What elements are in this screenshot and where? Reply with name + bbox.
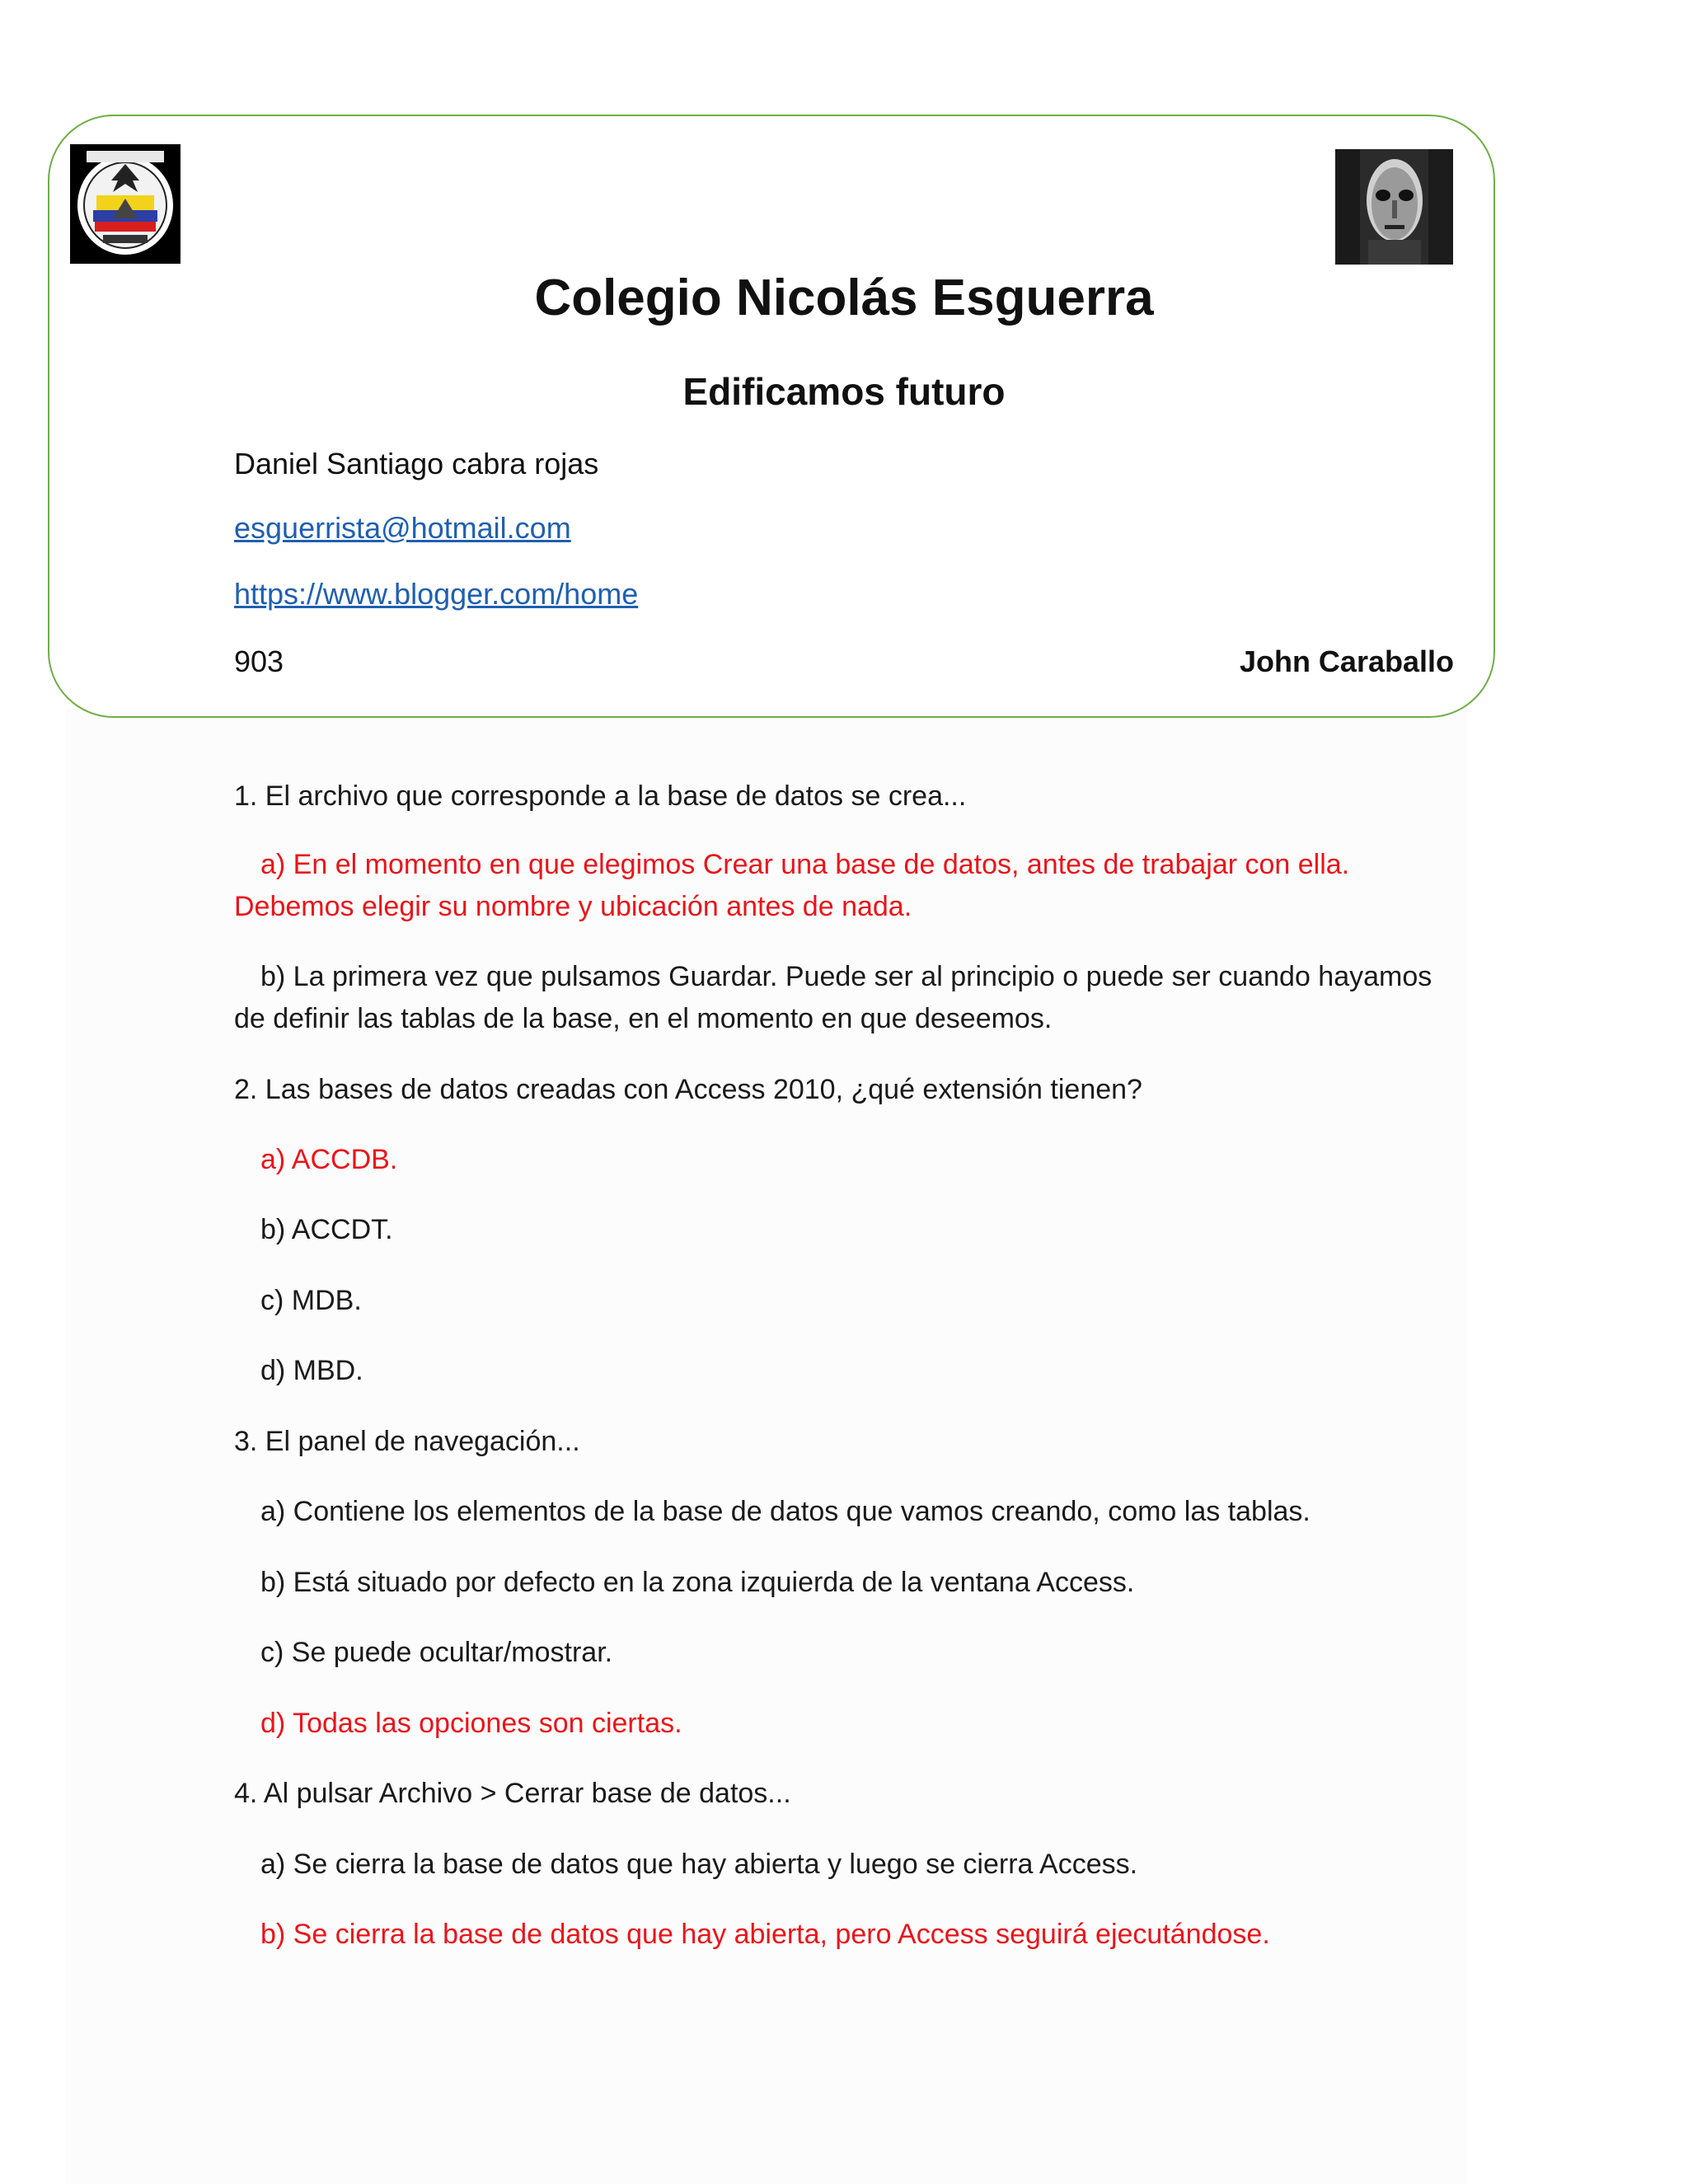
question-3-option-a: a) Contiene los elementos de la base de datos que vamos creando, como las tablas. — [260, 1496, 1311, 1527]
question-2-option-b: b) ACCDT. — [260, 1214, 393, 1245]
teacher-name: John Caraballo — [1239, 644, 1454, 678]
question-3-option-c: c) Se puede ocultar/mostrar. — [260, 1637, 613, 1668]
question-1-option-a: a) En el momento en que elegimos Crear una base de datos, antes de trabajar con ella. Debemos elegir su nombre y ubicación antes de nada. — [234, 849, 1350, 922]
school-shield-logo — [70, 144, 181, 264]
question-3: 3. El panel de navegación... — [234, 1426, 580, 1457]
school-name: Colegio Nicolás Esguerra — [534, 269, 1154, 326]
question-2: 2. Las bases de datos creadas con Access 2010, ¿qué extensión tienen? — [234, 1074, 1142, 1105]
blog-link[interactable]: https://www.blogger.com/home — [234, 577, 639, 611]
question-1: 1. El archivo que corresponde a la base de datos se crea... — [234, 780, 967, 812]
question-3-option-b: b) Está situado por defecto en la zona izquierda de la ventana Access. — [260, 1567, 1135, 1598]
question-2-option-d: d) MBD. — [260, 1355, 363, 1386]
face-image — [1335, 149, 1453, 265]
question-3-option-d: d) Todas las opciones son ciertas. — [260, 1708, 682, 1739]
email-link[interactable]: esguerrista@hotmail.com — [234, 511, 571, 545]
grade-label: 903 — [234, 644, 284, 678]
question-4-option-b: b) Se cierra la base de datos que hay abierta, pero Access seguirá ejecutándose. — [260, 1919, 1270, 1950]
school-motto: Edificamos futuro — [682, 370, 1006, 413]
question-1-option-b: b) La primera vez que pulsamos Guardar. Puede ser al principio o puede ser cuando hayamos de definir las tablas de la base, en el momento en que deseemos. — [234, 961, 1432, 1034]
student-name: Daniel Santiago cabra rojas — [234, 447, 599, 480]
question-4-option-a: a) Se cierra la base de datos que hay abierta y luego se cierra Access. — [260, 1849, 1138, 1880]
question-2-option-a: a) ACCDB. — [260, 1144, 398, 1175]
question-4: 4. Al pulsar Archivo > Cerrar base de datos... — [234, 1778, 791, 1809]
header-frame — [48, 115, 1495, 718]
question-2-option-c: c) MDB. — [260, 1285, 362, 1316]
